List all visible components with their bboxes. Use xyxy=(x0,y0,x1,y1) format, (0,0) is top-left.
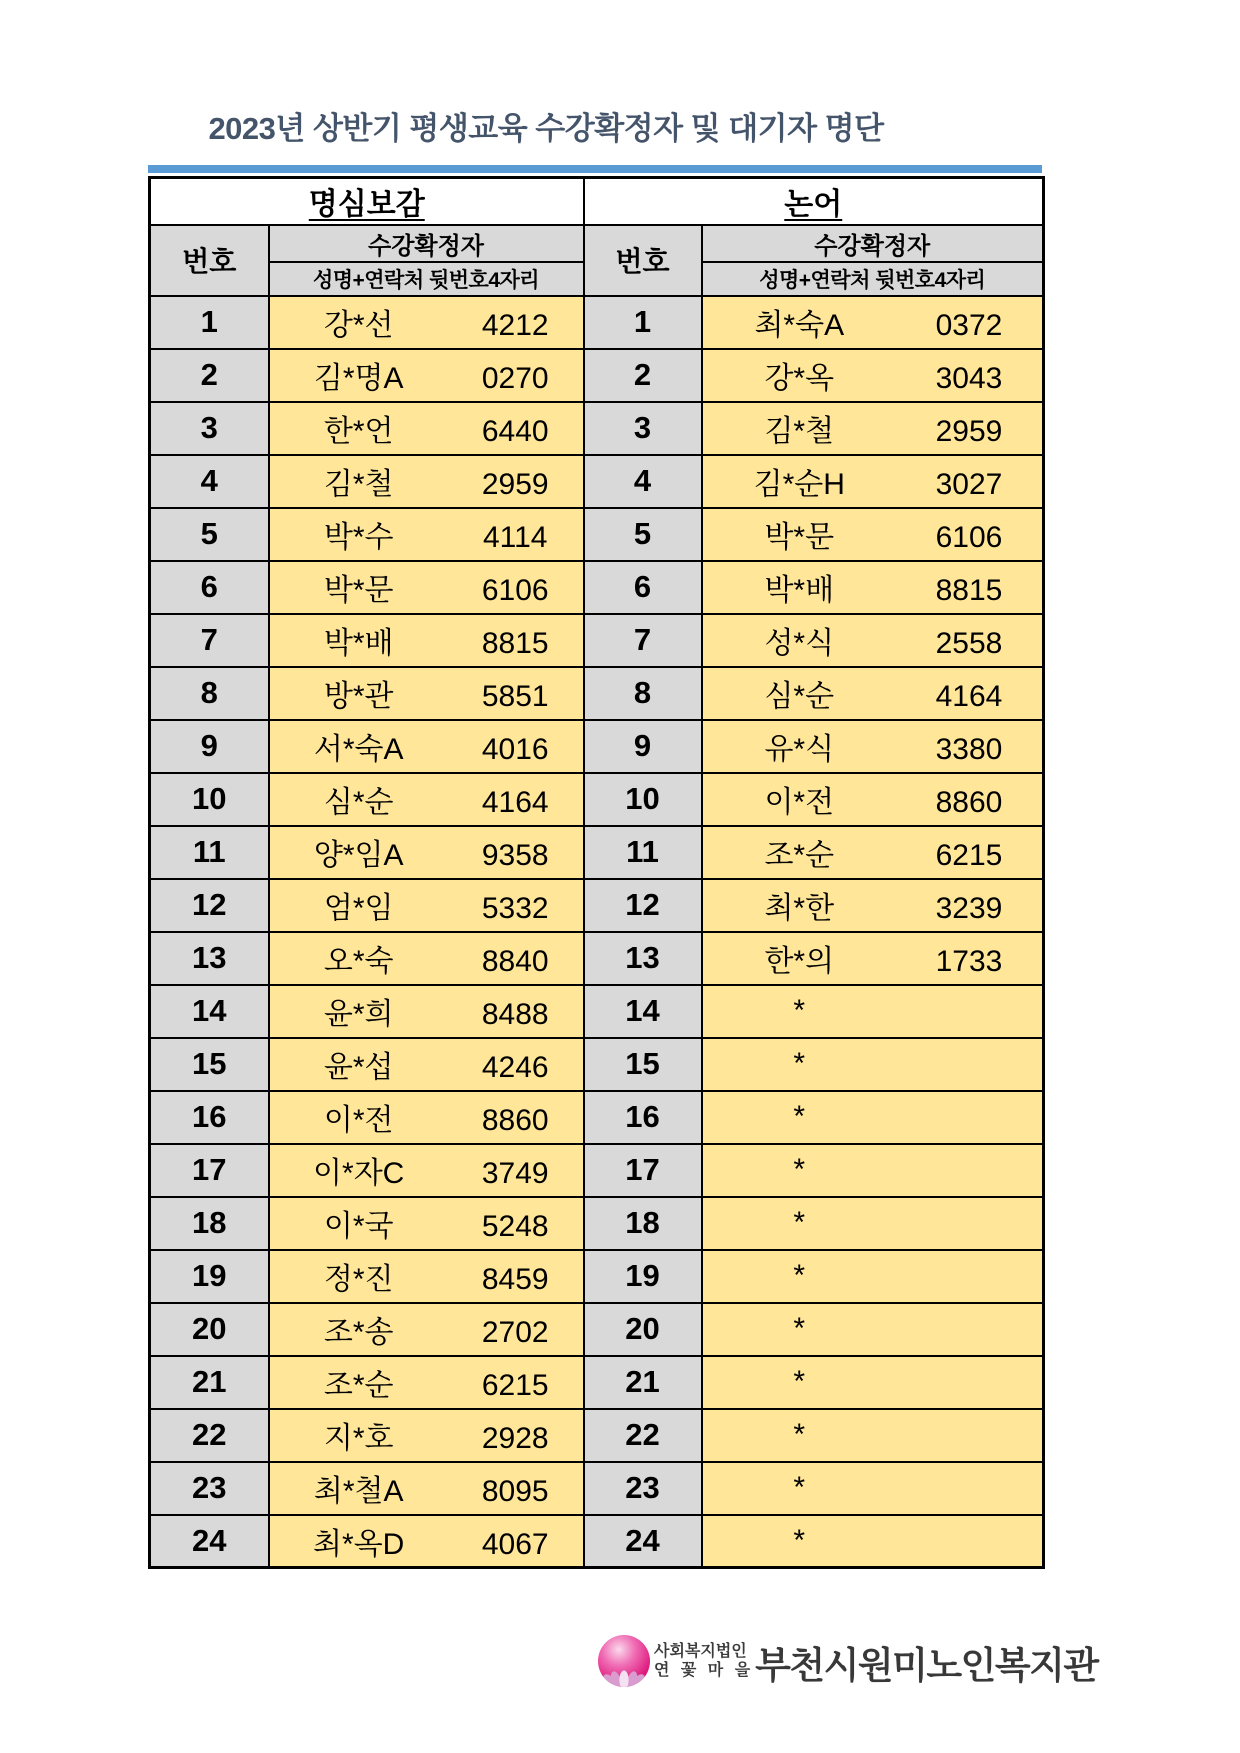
table-row xyxy=(150,1462,1044,1515)
table-row xyxy=(150,720,1044,773)
student-phone-last4: 2928 xyxy=(481,1422,549,1455)
student-phone-last4: 0270 xyxy=(481,362,549,395)
student-phone-last4: 6440 xyxy=(481,415,549,448)
student-cell xyxy=(702,667,1044,720)
row-number-cell: 20 xyxy=(584,1303,702,1356)
student-phone-last4: 8840 xyxy=(481,945,549,978)
student-phone-last4: 5332 xyxy=(481,892,549,925)
student-name: 심*순 xyxy=(323,786,394,819)
student-phone-last4: 2702 xyxy=(481,1316,549,1349)
row-number-cell: 4 xyxy=(584,455,702,508)
row-number-cell: 20 xyxy=(150,1303,269,1356)
row-number-cell: 12 xyxy=(150,879,269,932)
row-number-cell: 22 xyxy=(584,1409,702,1462)
student-name: * xyxy=(793,1153,806,1186)
table-row xyxy=(150,1356,1044,1409)
row-number-cell: 6 xyxy=(150,561,269,614)
student-name: 지*호 xyxy=(323,1422,394,1455)
student-cell xyxy=(702,1515,1044,1568)
student-name: 정*진 xyxy=(323,1263,394,1296)
title-divider xyxy=(148,165,1042,173)
student-phone-last4: 3749 xyxy=(481,1157,549,1190)
student-name: 조*순 xyxy=(764,839,835,872)
student-phone-last4: 8860 xyxy=(481,1104,549,1137)
student-cell xyxy=(269,1462,584,1515)
student-phone-last4: 8815 xyxy=(481,627,549,660)
table-body xyxy=(150,296,1044,1568)
student-phone-last4: 6106 xyxy=(481,574,549,607)
course-title: 명심보감 xyxy=(308,188,425,222)
student-cell xyxy=(269,1091,584,1144)
row-number-cell: 6 xyxy=(584,561,702,614)
student-cell xyxy=(702,349,1044,402)
org-type-block xyxy=(654,1643,750,1681)
row-number-cell: 11 xyxy=(150,826,269,879)
student-name: 강*옥 xyxy=(764,362,835,395)
table-row xyxy=(150,614,1044,667)
student-name: * xyxy=(793,1100,806,1133)
student-cell xyxy=(269,932,584,985)
page-title: 2023년 상반기 평생교육 수강확정자 및 대기자 명단 xyxy=(208,111,884,146)
student-phone-last4: 8860 xyxy=(935,786,1003,819)
student-name: * xyxy=(793,1471,806,1504)
student-phone-last4: 0372 xyxy=(935,309,1003,342)
row-number-cell: 3 xyxy=(584,402,702,455)
student-phone-last4: 4246 xyxy=(481,1051,549,1084)
student-cell xyxy=(702,932,1044,985)
student-cell xyxy=(269,402,584,455)
student-phone-last4: 8488 xyxy=(481,998,549,1031)
student-cell xyxy=(702,879,1044,932)
row-number-cell: 11 xyxy=(584,826,702,879)
student-name: * xyxy=(793,1206,806,1239)
table-row xyxy=(150,1515,1044,1568)
table-row xyxy=(150,455,1044,508)
student-phone-last4: 5248 xyxy=(481,1210,549,1243)
row-number-cell: 14 xyxy=(150,985,269,1038)
student-name: 박*문 xyxy=(764,521,835,554)
student-name: 방*관 xyxy=(323,680,394,713)
student-name: 성*식 xyxy=(764,627,835,660)
student-name: 박*배 xyxy=(764,574,835,607)
table-row xyxy=(150,1409,1044,1462)
student-cell xyxy=(269,561,584,614)
table-row xyxy=(150,1091,1044,1144)
table-row xyxy=(150,1197,1044,1250)
number-column-header: 번호 xyxy=(150,225,269,296)
student-name: 서*숙A xyxy=(313,733,404,766)
enrollment-table xyxy=(148,176,1045,1569)
student-name: 조*송 xyxy=(323,1316,394,1349)
student-cell xyxy=(702,1250,1044,1303)
row-number-cell: 5 xyxy=(584,508,702,561)
table-row xyxy=(150,1303,1044,1356)
student-cell xyxy=(702,985,1044,1038)
row-number-cell: 9 xyxy=(150,720,269,773)
student-cell xyxy=(702,561,1044,614)
lotus-logo-icon xyxy=(597,1633,651,1691)
student-name: * xyxy=(793,1523,806,1557)
student-phone-last4: 3380 xyxy=(935,733,1003,766)
student-name: 박*배 xyxy=(323,627,394,660)
student-name: 유*식 xyxy=(764,733,835,766)
student-cell xyxy=(702,1303,1044,1356)
student-phone-last4: 4016 xyxy=(481,733,549,766)
row-number-cell: 8 xyxy=(584,667,702,720)
student-cell xyxy=(702,1197,1044,1250)
student-cell xyxy=(269,1303,584,1356)
student-cell xyxy=(702,296,1044,349)
student-cell xyxy=(702,1091,1044,1144)
row-number-cell: 24 xyxy=(584,1515,702,1568)
student-name: 엄*임 xyxy=(323,892,394,925)
table-row xyxy=(150,1144,1044,1197)
student-cell xyxy=(269,1038,584,1091)
student-phone-last4: 4212 xyxy=(481,309,549,342)
table-row xyxy=(150,879,1044,932)
table-row xyxy=(150,1250,1044,1303)
student-name: 윤*섭 xyxy=(323,1051,394,1084)
row-number-cell: 17 xyxy=(584,1144,702,1197)
student-name: 최*숙A xyxy=(754,309,845,342)
student-cell xyxy=(269,985,584,1038)
student-phone-last4: 3027 xyxy=(935,468,1003,501)
row-number-cell: 16 xyxy=(584,1091,702,1144)
row-number-cell: 24 xyxy=(150,1515,269,1568)
student-phone-last4: 2558 xyxy=(935,627,1003,660)
student-cell xyxy=(702,508,1044,561)
org-type-label: 사회복지법인 xyxy=(654,1643,747,1661)
row-number-cell: 13 xyxy=(150,932,269,985)
student-cell xyxy=(702,1144,1044,1197)
center-name-label: 부천시원미노인복지관 xyxy=(755,1645,1098,1686)
row-number-cell: 23 xyxy=(584,1462,702,1515)
table-row xyxy=(150,296,1044,349)
student-name: 박*문 xyxy=(323,574,394,607)
student-cell xyxy=(269,349,584,402)
student-phone-last4: 6215 xyxy=(935,839,1003,872)
student-cell xyxy=(702,1462,1044,1515)
student-cell xyxy=(269,1515,584,1568)
confirmed-group-header: 수강확정자 xyxy=(702,225,1044,262)
student-name: 강*선 xyxy=(323,309,394,342)
student-phone-last4: 1733 xyxy=(935,945,1003,978)
student-cell xyxy=(702,773,1044,826)
student-name: 최*옥D xyxy=(313,1527,405,1561)
student-cell xyxy=(702,1409,1044,1462)
student-cell xyxy=(269,508,584,561)
student-phone-last4: 2959 xyxy=(935,415,1003,448)
table-row xyxy=(150,349,1044,402)
student-name: 김*철 xyxy=(323,468,394,501)
row-number-cell: 2 xyxy=(150,349,269,402)
row-number-cell: 4 xyxy=(150,455,269,508)
student-name: 심*순 xyxy=(764,680,835,713)
row-number-cell: 10 xyxy=(150,773,269,826)
row-number-cell: 16 xyxy=(150,1091,269,1144)
student-name: * xyxy=(793,1047,806,1080)
student-cell xyxy=(702,720,1044,773)
row-number-cell: 21 xyxy=(150,1356,269,1409)
course-header-myeongsimbogam xyxy=(150,178,584,225)
column-header-row-top xyxy=(150,225,1044,262)
row-number-cell: 23 xyxy=(150,1462,269,1515)
student-phone-last4: 3043 xyxy=(935,362,1003,395)
student-name: 최*한 xyxy=(764,892,835,925)
row-number-cell: 19 xyxy=(150,1250,269,1303)
course-header-noneo xyxy=(584,178,1044,225)
student-name: * xyxy=(793,1259,806,1292)
student-name: 김*순H xyxy=(753,468,845,501)
student-phone-last4: 9358 xyxy=(481,839,549,872)
row-number-cell: 21 xyxy=(584,1356,702,1409)
student-cell xyxy=(269,667,584,720)
course-header-row xyxy=(150,178,1044,225)
student-cell xyxy=(702,402,1044,455)
org-name-label: 연 꽃 마 을 xyxy=(654,1662,751,1679)
enrollment-table-wrap xyxy=(148,176,1045,1569)
student-cell xyxy=(269,879,584,932)
row-number-cell: 10 xyxy=(584,773,702,826)
student-cell xyxy=(269,1197,584,1250)
student-phone-last4: 4114 xyxy=(482,521,548,554)
student-name: 이*전 xyxy=(323,1104,394,1137)
row-number-cell: 17 xyxy=(150,1144,269,1197)
student-name: 김*명A xyxy=(313,362,404,395)
student-phone-last4: 8459 xyxy=(481,1263,549,1296)
student-name: 조*순 xyxy=(323,1369,394,1402)
table-row xyxy=(150,561,1044,614)
table-row xyxy=(150,985,1044,1038)
student-cell xyxy=(269,1144,584,1197)
table-row xyxy=(150,402,1044,455)
organization-footer xyxy=(597,1633,1098,1691)
row-number-cell: 7 xyxy=(584,614,702,667)
table-row xyxy=(150,1038,1044,1091)
row-number-cell: 22 xyxy=(150,1409,269,1462)
table-row xyxy=(150,826,1044,879)
student-phone-last4: 2959 xyxy=(481,468,549,501)
student-cell xyxy=(269,773,584,826)
student-cell xyxy=(702,826,1044,879)
student-name: 윤*희 xyxy=(323,998,394,1031)
student-name: 한*언 xyxy=(323,415,394,448)
student-name: 이*국 xyxy=(323,1210,394,1243)
student-cell xyxy=(269,1356,584,1409)
student-phone-last4: 8815 xyxy=(935,574,1003,607)
student-phone-last4: 6215 xyxy=(481,1369,549,1402)
student-cell xyxy=(269,1409,584,1462)
student-cell xyxy=(269,826,584,879)
row-number-cell: 2 xyxy=(584,349,702,402)
number-column-header: 번호 xyxy=(584,225,702,296)
student-name: 최*철A xyxy=(313,1475,404,1508)
student-phone-last4: 3239 xyxy=(935,892,1003,925)
row-number-cell: 15 xyxy=(150,1038,269,1091)
row-number-cell: 9 xyxy=(584,720,702,773)
row-number-cell: 13 xyxy=(584,932,702,985)
student-cell xyxy=(269,296,584,349)
student-phone-last4: 8095 xyxy=(481,1475,549,1508)
student-name: 양*임A xyxy=(313,839,404,872)
row-number-cell: 5 xyxy=(150,508,269,561)
row-number-cell: 1 xyxy=(584,296,702,349)
student-phone-last4: 4067 xyxy=(481,1527,549,1561)
row-number-cell: 12 xyxy=(584,879,702,932)
row-number-cell: 19 xyxy=(584,1250,702,1303)
table-row xyxy=(150,932,1044,985)
student-cell xyxy=(269,455,584,508)
student-cell xyxy=(702,614,1044,667)
student-name: * xyxy=(793,1312,806,1345)
student-cell xyxy=(269,720,584,773)
student-name: 이*자C xyxy=(313,1157,405,1190)
student-name: 박*수 xyxy=(323,521,394,554)
student-phone-last4: 4164 xyxy=(481,786,549,819)
student-name: * xyxy=(793,994,806,1027)
student-cell xyxy=(702,1038,1044,1091)
student-phone-last4: 6106 xyxy=(935,521,1003,554)
table-row xyxy=(150,667,1044,720)
table-row xyxy=(150,508,1044,561)
row-number-cell: 8 xyxy=(150,667,269,720)
course-title: 논어 xyxy=(784,188,843,222)
table-row xyxy=(150,773,1044,826)
row-number-cell: 14 xyxy=(584,985,702,1038)
student-name: 김*철 xyxy=(764,415,835,448)
student-name: * xyxy=(793,1365,806,1398)
student-cell xyxy=(702,1356,1044,1409)
name-phone-subheader: 성명+연락처 뒷번호4자리 xyxy=(269,262,584,296)
student-phone-last4: 5851 xyxy=(481,680,549,713)
student-name: * xyxy=(793,1418,806,1451)
student-cell xyxy=(702,455,1044,508)
student-name: 이*전 xyxy=(764,786,835,819)
confirmed-group-header: 수강확정자 xyxy=(269,225,584,262)
row-number-cell: 18 xyxy=(584,1197,702,1250)
row-number-cell: 18 xyxy=(150,1197,269,1250)
row-number-cell: 1 xyxy=(150,296,269,349)
row-number-cell: 7 xyxy=(150,614,269,667)
student-cell xyxy=(269,1250,584,1303)
student-cell xyxy=(269,614,584,667)
row-number-cell: 3 xyxy=(150,402,269,455)
row-number-cell: 15 xyxy=(584,1038,702,1091)
name-phone-subheader: 성명+연락처 뒷번호4자리 xyxy=(702,262,1044,296)
student-name: 한*의 xyxy=(764,945,835,978)
student-name: 오*숙 xyxy=(323,945,394,978)
student-phone-last4: 4164 xyxy=(935,680,1003,713)
